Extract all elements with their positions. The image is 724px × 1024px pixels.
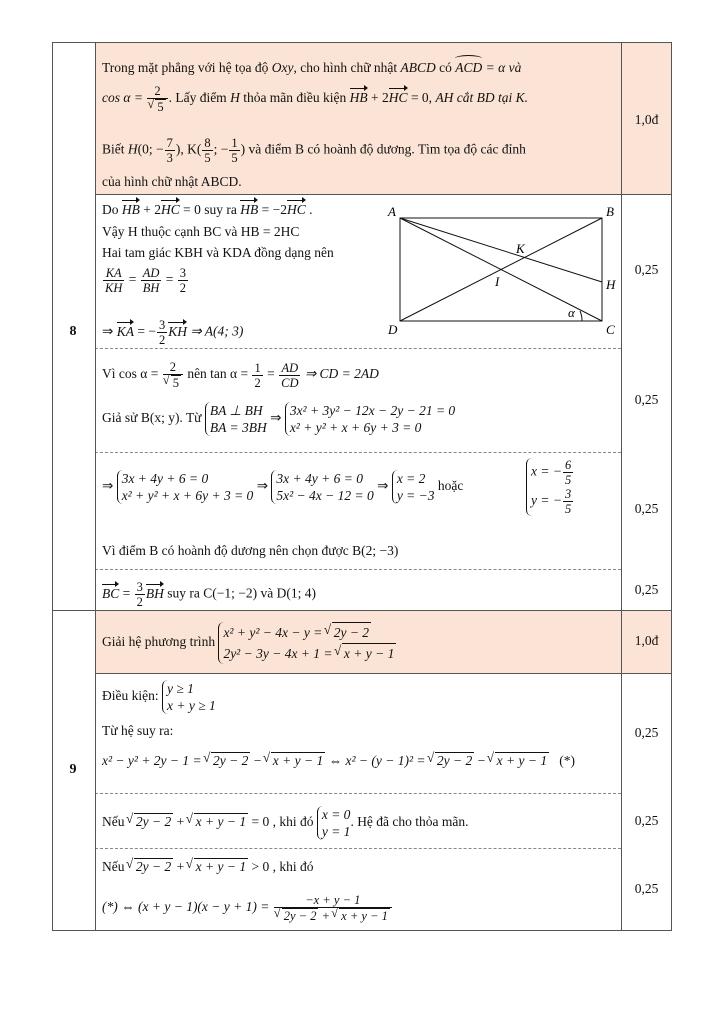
q8-step4-line1: BC = $\frac{3}{2}$ BH suy ra C(−1; −2) và D(1; 4) <box>102 580 316 609</box>
label-alpha: α <box>568 305 575 320</box>
q8-problem-line2: cos α = 2 √ 5 . Lấy điểm H thỏa mãn điều kiện HB + 2HC = 0, AH cắt BD tại K. <box>102 84 528 114</box>
q8-step3-line1: ⇒ 3x + 4y + 6 = 0 x² + y² + x + 6y + 3 = 0 ⇒ 3x + 4y + 6 = 0 5x² − 4x − 12 = 0 ⇒ x = 2 y = −3 hoặc <box>102 471 464 503</box>
q8-problem-line3: Biết H(0; − $\frac{7}{3}$ ), K( $\frac{8}{5}$ ; − $\frac{1}{5}$ ) và điểm B có hoành độ dương. Tìm tọa độ các đỉnh <box>102 136 526 165</box>
score-q8-total: 1,0đ <box>634 112 659 127</box>
label-h: H <box>606 277 616 292</box>
score-q8-step1: 0,25 <box>634 262 659 277</box>
q8-step3-alt-solution: x = − $\frac{6}{5}$ y = − $\frac{3}{5}$ <box>526 458 574 516</box>
label-c: C <box>606 322 615 337</box>
score-q8-step3: 0,25 <box>634 501 659 516</box>
q9-step1-derive: Từ hệ suy ra: <box>102 723 174 738</box>
angle-alpha-arc <box>580 311 582 321</box>
step-divider <box>95 348 621 349</box>
score-q9-total: 1,0đ <box>634 633 659 648</box>
q8-problem-line4: của hình chữ nhật ABCD. <box>102 174 242 189</box>
angle-acd: ACD <box>455 60 483 75</box>
label-i: I <box>495 274 500 289</box>
q8-step3-conclusion: Vì điểm B có hoành độ dương nên chọn được B(2; −3) <box>102 543 399 558</box>
step-divider <box>95 452 621 453</box>
score-column-border <box>621 42 622 930</box>
q8-step2-line1: Vì cos α = 2 √ 5 nên tan α = $\frac{1}{2}$ = $\frac{AD}{CD}$ ⇒ CD = 2AD <box>102 360 379 390</box>
score-q9-step3: 0,25 <box>634 881 659 896</box>
q8-problem-line1: Trong mặt phẳng với hệ tọa độ Oxy, cho hình chữ nhật ABCD có ACD = α và <box>102 60 522 75</box>
label-k: K <box>516 241 525 256</box>
q8-step1-line1: Do HB + 2HC = 0 suy ra HB = −2HC . <box>102 202 313 217</box>
step-divider <box>95 848 621 849</box>
step-divider <box>95 793 621 794</box>
score-q9-step2: 0,25 <box>634 813 659 828</box>
table-top-border <box>52 42 672 43</box>
q8-step1-line3: Hai tam giác KBH và KDA đồng dạng nên <box>102 245 334 260</box>
row-divider <box>95 673 672 674</box>
q9-step2-line: Nếu √ 2y − 2 + √ x + y − 1 = 0 , khi đó x = 0 y = 1 . Hệ đã cho thỏa mãn. <box>102 806 469 840</box>
table-left-border <box>52 42 53 930</box>
q8-step2-line2: Giả sử B(x; y). Từ BA ⊥ BH BA = 3BH ⇒ 3x² + 3y² − 12x − 2y − 21 = 0 x² + y² + x + 6y + 3 = 0 <box>102 403 456 435</box>
question-number-9: 9 <box>69 762 77 777</box>
step-divider <box>95 569 621 570</box>
table-bottom-border <box>52 930 672 931</box>
q9-step1-condition: Điều kiện: y ≥ 1 x + y ≥ 1 <box>102 681 216 713</box>
segment-ah <box>400 218 602 282</box>
q8-step1-line4: $\frac{KA}{KH}$ = $\frac{AD}{BH}$ = $\frac{3}{2}$ <box>105 266 187 295</box>
q9-step3-line2: (*) ⇔ (x + y − 1)(x − y + 1) = −x + y − 1 √ 2y − 2 + √ x + y − 1 <box>102 893 393 923</box>
q8-step1-line5: ⇒ KA = − $\frac{3}{2}$ KH ⇒ A(4; 3) <box>102 318 244 347</box>
q9-step3-line1: Nếu √ 2y − 2 + √ x + y − 1 > 0 , khi đó <box>102 858 313 875</box>
score-q8-step2: 0,25 <box>634 392 659 407</box>
number-column-border <box>95 42 96 930</box>
question-divider <box>52 610 672 611</box>
q9-step1-equation: x² − y² + 2y − 1 = √ 2y − 2 − √ x + y − 1 ⇔ x² − (y − 1)² = √ 2y − 2 − √ x + y − 1 (*) <box>102 752 575 769</box>
label-d: D <box>388 322 398 337</box>
label-a: A <box>388 204 396 219</box>
row-divider <box>95 194 672 195</box>
question-number-8: 8 <box>69 324 77 339</box>
table-right-border <box>671 42 672 930</box>
rectangle-figure <box>384 202 624 342</box>
q9-problem: Giải hệ phương trình x² + y² − 4x − y = √ 2y − 2 2y² − 3y − 4x + 1 = √ x + y − 1 <box>102 622 396 664</box>
score-q9-step1: 0,25 <box>634 725 659 740</box>
q8-step1-line2: Vậy H thuộc cạnh BC và HB = 2HC <box>102 224 300 239</box>
score-q8-step4: 0,25 <box>634 582 659 597</box>
label-b: B <box>606 204 614 219</box>
